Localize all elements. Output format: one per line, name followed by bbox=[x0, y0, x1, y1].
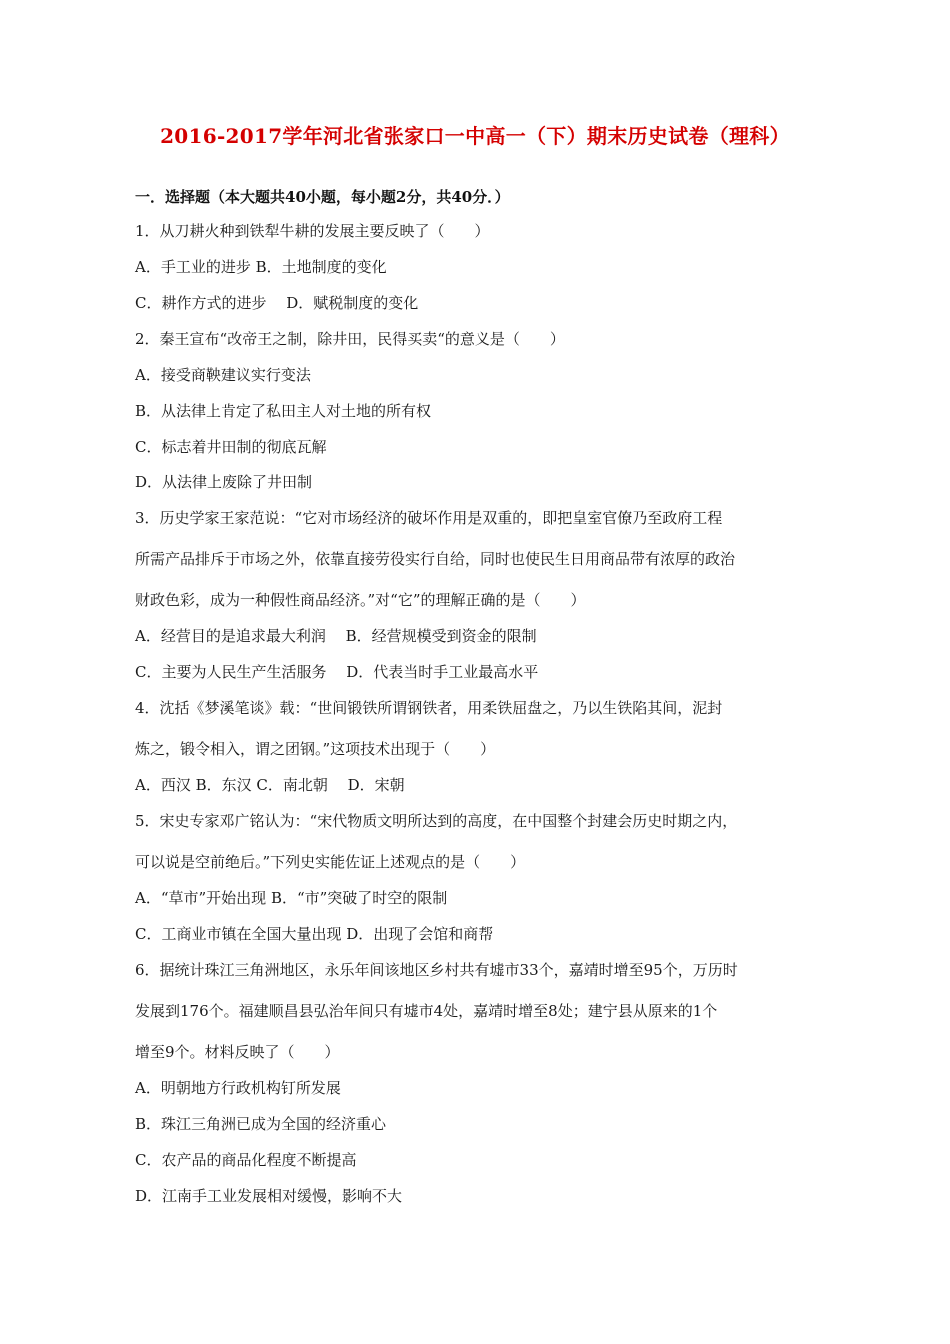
question-3-stem-line-2: 所需产品排斥于市场之外，依靠直接劳役实行自给，同时也使民生日用商品带有浓厚的政治 bbox=[135, 550, 736, 568]
question-6-option-b: B．珠江三角洲已成为全国的经济重心 bbox=[135, 1115, 387, 1133]
question-6-stem-line-3: 增至9个。材料反映了（ ） bbox=[135, 1043, 340, 1061]
exam-title: 2016-2017学年河北省张家口一中高一（下）期末历史试卷（理科） bbox=[160, 124, 790, 148]
question-5-stem-line-2: 可以说是空前绝后。”下列史实能佐证上述观点的是（ ） bbox=[135, 853, 526, 871]
question-4-options: A．西汉 B．东汉 C．南北朝 D．宋朝 bbox=[135, 776, 405, 794]
question-3-stem-line-1: 3．历史学家王家范说：“它对市场经济的破坏作用是双重的，即把皇室官僚乃至政府工程 bbox=[135, 509, 723, 527]
question-5-stem-line-1: 5．宋史专家邓广铭认为：“宋代物质文明所达到的高度，在中国整个封建会历史时期之内， bbox=[135, 812, 738, 830]
question-2-option-b: B．从法律上肯定了私田主人对土地的所有权 bbox=[135, 402, 432, 420]
question-5-options-ab: A．“草市”开始出现 B．“市”突破了时空的限制 bbox=[135, 889, 448, 907]
question-3-options-cd: C．主要为人民生产生活服务 D．代表当时手工业最高水平 bbox=[135, 663, 539, 681]
question-4-stem-line-2: 炼之，锻令相入，谓之团钢。”这项技术出现于（ ） bbox=[135, 740, 496, 758]
question-6-option-a: A．明朝地方行政机构钉所发展 bbox=[135, 1079, 341, 1097]
question-2-option-a: A．接受商鞅建议实行变法 bbox=[135, 366, 311, 384]
question-1-stem: 1．从刀耕火种到铁犁牛耕的发展主要反映了（ ） bbox=[135, 222, 490, 240]
question-1-options-ab: A．手工业的进步 B．土地制度的变化 bbox=[135, 258, 387, 276]
question-3-options-ab: A．经营目的是追求最大利润 B．经营规模受到资金的限制 bbox=[135, 627, 537, 645]
question-3-stem-line-3: 财政色彩，成为一种假性商品经济。”对“它”的理解正确的是（ ） bbox=[135, 591, 586, 609]
question-4-stem-line-1: 4．沈括《梦溪笔谈》载：“世间锻铁所谓钢铁者，用柔铁屈盘之，乃以生铁陷其间，泥封 bbox=[135, 699, 723, 717]
question-6-option-c: C．农产品的商品化程度不断提高 bbox=[135, 1151, 357, 1169]
question-2-option-c: C．标志着井田制的彻底瓦解 bbox=[135, 438, 327, 456]
question-5-options-cd: C．工商业市镇在全国大量出现 D．出现了会馆和商帮 bbox=[135, 925, 494, 943]
question-2-option-d: D．从法律上废除了井田制 bbox=[135, 473, 313, 491]
question-6-option-d: D．江南手工业发展相对缓慢，影响不大 bbox=[135, 1187, 403, 1205]
section-heading: 一．选择题（本大题共40小题，每小题2分，共40分．） bbox=[135, 188, 510, 206]
question-1-options-cd: C．耕作方式的进步 D．赋税制度的变化 bbox=[135, 294, 419, 312]
question-2-stem: 2．秦王宣布“改帝王之制，除井田，民得买卖“的意义是（ ） bbox=[135, 330, 565, 348]
question-6-stem-line-2: 发展到176个。福建顺昌县弘治年间只有墟市4处，嘉靖时增至8处；建宁县从原来的1个 bbox=[135, 1002, 718, 1020]
question-6-stem-line-1: 6．据统计珠江三角洲地区，永乐年间该地区乡村共有墟市33个，嘉靖时增至95个，万历时 bbox=[135, 961, 738, 979]
